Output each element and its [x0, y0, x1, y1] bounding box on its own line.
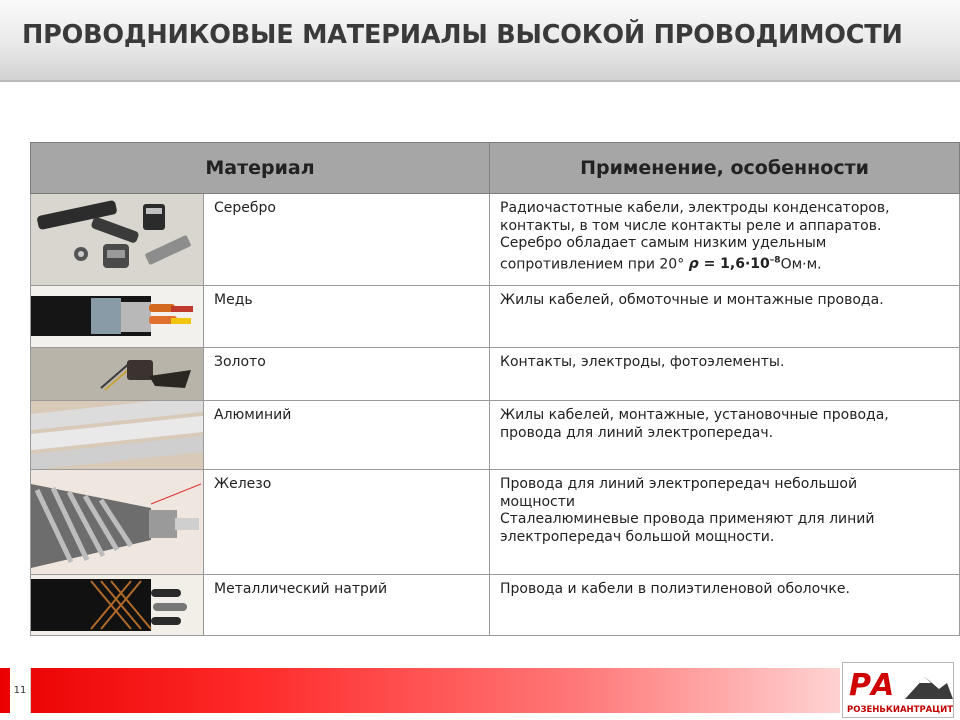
table-row [31, 575, 960, 636]
materials-table [30, 142, 960, 636]
slide-footer [0, 668, 960, 720]
material-name: Металлический натрий [214, 581, 388, 597]
table-row [31, 194, 960, 286]
resistivity-line: сопротивлением при 20° $\rho = 1,6\cdot 10^{-8}Ом\cdot м$. [500, 255, 822, 273]
svg-text:РА: РА [849, 668, 895, 703]
material-name: Золото [214, 354, 266, 370]
slide-title: ПРОВОДНИКОВЫЕ МАТЕРИАЛЫ ВЫСОКОЙ ПРОВОДИМОСТИ [22, 20, 903, 50]
table-row [31, 348, 960, 401]
column-header-material: Материал [31, 143, 490, 194]
gold-contacts-photo [31, 348, 204, 400]
copper-cable-photo [31, 286, 204, 347]
material-name: Медь [214, 292, 253, 308]
table-header-row [31, 143, 960, 194]
silver-contacts-photo [31, 194, 204, 285]
table-row [31, 470, 960, 575]
sodium-cable-photo [31, 575, 204, 635]
table-row [31, 286, 960, 348]
application-cell: Жилы кабелей, обмоточные и монтажные провода. [490, 286, 960, 348]
logo-caption: РОЗЕНЬКИАНТРАЦИТ [847, 705, 954, 715]
application-cell: Радиочастотные кабели, электроды конденсаторов, контакты, в том числе контакты реле и аппаратов. Серебро обладает самым низким удельным сопротивлением при 20° $\rho = 1,6\cdot 10^{-8}Ом\cdot м$. [490, 194, 960, 286]
application-cell: Жилы кабелей, монтажные, установочные провода, провода для линий электропередач. [490, 401, 960, 470]
material-name: Серебро [214, 200, 276, 216]
material-name: Алюминий [214, 407, 292, 423]
footer-red-band [0, 668, 840, 713]
column-header-application: Применение, особенности [490, 143, 960, 194]
slide-header [0, 0, 960, 82]
page-number: 11 [10, 668, 31, 713]
application-cell: Провода и кабели в полиэтиленовой оболочке. [490, 575, 960, 636]
application-cell: Контакты, электроды, фотоэлементы. [490, 348, 960, 401]
logo-mark-icon [843, 663, 953, 703]
application-cell: Провода для линий электропередач небольшой мощности Сталеалюминевые провода применяют для линий электропередач большой мощности. [490, 470, 960, 575]
material-name: Железо [214, 476, 272, 492]
table-row [31, 401, 960, 470]
aluminium-wire-photo [31, 401, 204, 469]
company-logo [842, 662, 954, 718]
steel-aluminium-wire-photo [31, 470, 204, 574]
